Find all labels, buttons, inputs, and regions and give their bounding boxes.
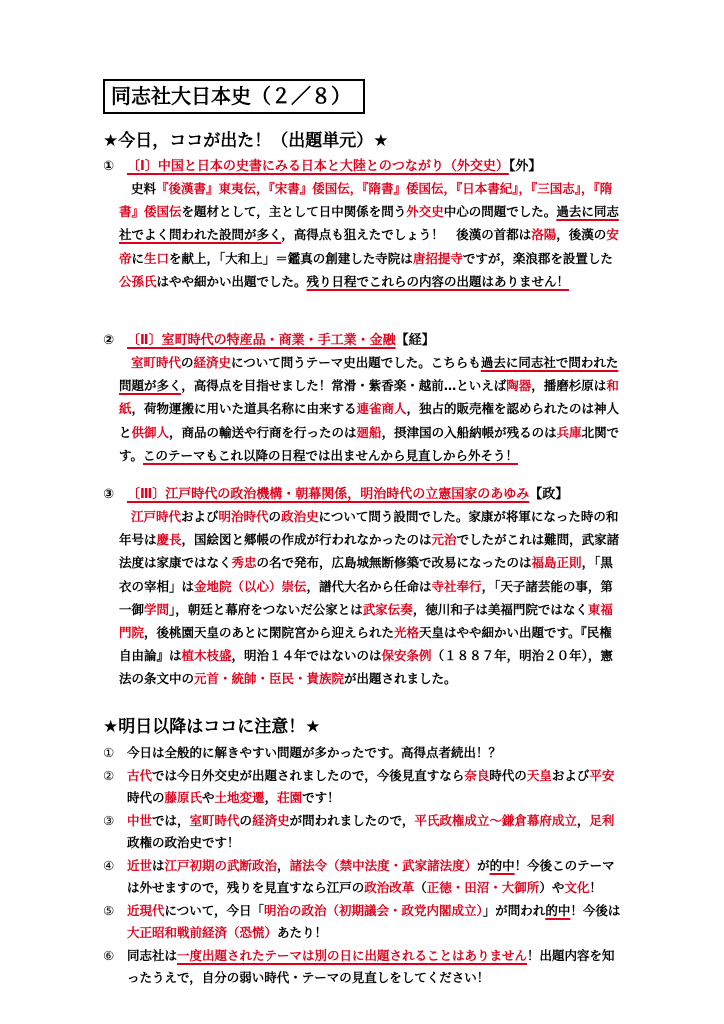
highlighted-term: 文化 bbox=[564, 880, 590, 895]
highlighted-term: 兵庫 bbox=[556, 424, 582, 440]
text-run: ！今後このテーマは外せますので，残りを見直すなら江戸の bbox=[127, 857, 615, 895]
text-run: ，播磨杉原は bbox=[531, 378, 607, 394]
text-run: は bbox=[152, 857, 165, 873]
highlighted-term: 室町時代 bbox=[189, 812, 240, 828]
highlighted-term: 中世 bbox=[127, 812, 153, 828]
highlighted-term: 『後漢書』東夷伝，『宋書』倭国伝，『隋書』倭国伝，『日本書紀』，『三国志』，『隋書』倭国伝 bbox=[119, 181, 613, 220]
highlighted-term: 経済史 bbox=[252, 812, 290, 828]
notes-list bbox=[103, 742, 623, 990]
text-run: について問うテーマ史出題でした。こちらも bbox=[231, 355, 481, 370]
highlighted-term: 外交史 bbox=[406, 204, 444, 220]
section-heading: ★今日，ココが出た！（出題単元）★ bbox=[103, 131, 389, 151]
note-text bbox=[127, 745, 501, 760]
text-run: が問われましたので， bbox=[289, 812, 415, 828]
highlighted-term: 江戸時代 bbox=[131, 509, 182, 524]
note-text bbox=[127, 768, 614, 806]
highlighted-term: 学問 bbox=[144, 601, 170, 617]
text-run: ，荷物運搬に用いた道具名称に由来する bbox=[131, 401, 357, 417]
text-run: ）や bbox=[539, 880, 565, 895]
highlighted-term: 奈良 bbox=[464, 767, 490, 783]
text-run: および bbox=[181, 509, 219, 524]
text-run: や bbox=[202, 790, 215, 805]
text-run: ， bbox=[576, 812, 590, 828]
underlined-phrase: 的中 bbox=[489, 857, 515, 873]
topic-1-tag: 【外】 bbox=[508, 159, 542, 174]
highlighted-term: 大正昭和戦前経済（恐慌） bbox=[127, 925, 278, 940]
text-run: 中心の問題でした。 bbox=[443, 204, 557, 220]
note-number: ① bbox=[103, 745, 115, 760]
text-run: 政権の政治史です！ bbox=[127, 835, 240, 850]
text-run: 」，朝廷と幕府をつないだ公家とは bbox=[169, 601, 363, 617]
text-run: に bbox=[131, 250, 145, 266]
highlighted-term: 東福門院 bbox=[119, 601, 613, 641]
highlighted-term: 政治改革 bbox=[364, 880, 415, 895]
topic-2 bbox=[103, 331, 623, 467]
text-run: ，「黒衣の宰相」は bbox=[119, 555, 613, 594]
text-run: ，明治１４年ではないのは bbox=[231, 648, 382, 664]
text-run: を題材として，主として日中関係を問う bbox=[181, 204, 407, 220]
text-run: 時代の bbox=[489, 767, 527, 783]
topic-3-body bbox=[119, 505, 623, 691]
highlighted-term: 明治の政治（初期議会・政党内閣成立） bbox=[264, 902, 483, 918]
topic-2-title: 〔Ⅱ〕室町時代の特産品・商業・手工業・金融 bbox=[127, 333, 396, 348]
text-run: ，摂津国の入船納帳が残るのは bbox=[381, 424, 557, 440]
topic-3-title: 〔Ⅲ〕江戸時代の政治機構・朝幕関係，明治時代の立憲国家のあゆみ bbox=[127, 487, 530, 502]
text-run: 時代の bbox=[127, 790, 165, 805]
text-run: あたり！ bbox=[277, 925, 328, 940]
note-number: ③ bbox=[103, 812, 115, 828]
text-run: 今日は全般的に解きやすい問題が多かったです。高得点者続出！？ bbox=[127, 745, 502, 760]
highlighted-term: 慶長 bbox=[156, 532, 182, 548]
text-run: ，独占的販売権を認められたのは神人と bbox=[119, 401, 620, 440]
highlighted-term: 連雀商人 bbox=[356, 401, 407, 417]
underlined-phrase: 過去に同志社で問われた問題が多く bbox=[119, 355, 619, 394]
highlighted-term: 公孫氏 bbox=[119, 273, 157, 289]
highlighted-term: 諸法令（禁中法度・武家諸法度） bbox=[289, 857, 478, 873]
highlighted-term: 元首・統帥・臣民・貴族院 bbox=[194, 671, 345, 687]
note-text bbox=[127, 813, 614, 851]
topic-1-head bbox=[103, 157, 623, 177]
text-run: ，後桃園天皇のあとに閑院宮から迎えられた bbox=[144, 625, 395, 641]
highlighted-term: 荘園 bbox=[277, 790, 303, 805]
note-item bbox=[103, 765, 623, 810]
highlighted-term: 室町時代 bbox=[131, 355, 182, 370]
highlighted-term: 武家伝奏 bbox=[362, 601, 413, 617]
topic-3-number: ③ bbox=[103, 487, 115, 502]
highlighted-term: 明治時代 bbox=[218, 509, 269, 524]
text-run: ですが，楽浪郡を設置した bbox=[462, 250, 613, 266]
note-item bbox=[103, 900, 623, 945]
text-run: の bbox=[239, 812, 253, 828]
note-text bbox=[127, 903, 620, 941]
highlighted-term: 平氏政権成立～鎌倉幕府成立 bbox=[414, 812, 577, 828]
text-run: 同志社は bbox=[127, 947, 178, 963]
highlighted-term: 藤原氏 bbox=[164, 790, 203, 805]
text-run: が bbox=[477, 857, 490, 873]
highlighted-term: 秀忠 bbox=[231, 555, 257, 571]
highlighted-term: 経済史 bbox=[193, 355, 232, 370]
underlined-phrase: このテーマもこれ以降の日程では出ませんから見直しから外そう！ bbox=[143, 447, 519, 463]
text-run: （ bbox=[414, 880, 427, 895]
text-run: ！出題内容を知ったうえで，自分の弱い時代・テーマの見直しをしてください！ bbox=[127, 947, 615, 985]
topic-2-head bbox=[103, 331, 623, 351]
text-run: 天皇はやや細かい出題です。『民権自由論』は bbox=[119, 625, 612, 664]
text-run: ！ bbox=[589, 880, 602, 895]
text-run: ， bbox=[277, 857, 290, 873]
text-run: ，「天子諸芸能の事，第一御 bbox=[119, 578, 613, 617]
note-number: ④ bbox=[103, 857, 115, 873]
text-run: でしたがこれは難問，武家諸法度は家康ではなく bbox=[119, 532, 620, 571]
highlighted-term: 福島正則 bbox=[531, 555, 582, 571]
highlighted-term: 江戸初期の武断政治 bbox=[164, 857, 278, 873]
underlined-phrase: 残り日程でこれらの内容の出題はありません！ bbox=[306, 273, 570, 289]
text-run: が出題されました。 bbox=[344, 671, 457, 687]
note-item bbox=[103, 810, 623, 855]
highlighted-term: 生口 bbox=[144, 250, 170, 266]
text-run: の bbox=[181, 355, 194, 370]
topic-3-tag: 【政】 bbox=[529, 487, 569, 502]
underlined-phrase: 的中 bbox=[545, 902, 571, 918]
topic-1-title: 〔Ⅰ〕中国と日本の史書にみる日本と大陸とのつながり（外交史） bbox=[127, 159, 509, 174]
highlighted-term: 安帝 bbox=[119, 227, 619, 266]
highlighted-term: 植木枝盛 bbox=[181, 648, 232, 664]
highlighted-term: 政治史 bbox=[281, 509, 319, 524]
note-item bbox=[103, 945, 623, 990]
highlighted-term: 保安条例 bbox=[381, 648, 432, 664]
text-run: ，商品の輸送や行商を行ったのは bbox=[169, 424, 357, 440]
highlighted-term: 唐招提寺 bbox=[412, 250, 463, 266]
highlighted-term: 供御人 bbox=[131, 424, 170, 440]
highlighted-term: 一度出題されたテーマは別の日に出題されることはありません bbox=[177, 947, 528, 963]
text-run: ，譜代大名から任命は bbox=[306, 578, 432, 594]
topic-2-tag: 【経】 bbox=[395, 333, 435, 348]
text-run: の bbox=[268, 509, 282, 524]
topic-1 bbox=[103, 157, 623, 293]
note-number: ② bbox=[103, 767, 115, 783]
highlighted-term: 近世 bbox=[127, 857, 153, 873]
text-run: ， bbox=[264, 790, 278, 805]
highlighted-term: 金地院（以心）崇伝 bbox=[194, 578, 307, 594]
text-run: （１８８７年，明治２０年），憲法の条文中の bbox=[119, 648, 613, 687]
underlined-phrase: 過去に同志社でよく問われた設問が多く bbox=[119, 204, 619, 243]
text-run: を献上，「大和上」＝鑑真の創建した寺院は bbox=[169, 250, 413, 266]
notes-heading: ★明日以降はココに注意！★ bbox=[103, 717, 321, 737]
text-run: および bbox=[551, 767, 590, 783]
highlighted-term: 平安 bbox=[589, 767, 615, 783]
topic-1-number: ① bbox=[103, 159, 115, 174]
page-title: 同志社大日本史（２／８） bbox=[103, 79, 365, 114]
text-run: ，高得点も狙えたでしょう！ 後漢の首都は bbox=[281, 227, 532, 243]
highlighted-term: 近現代 bbox=[127, 902, 165, 918]
text-run: ，徳川和子は美福門院ではなく bbox=[412, 601, 588, 617]
highlighted-term: 光格 bbox=[394, 625, 420, 641]
highlighted-term: 天皇 bbox=[526, 767, 552, 783]
text-run: 北関です。 bbox=[119, 424, 620, 463]
note-item bbox=[103, 855, 623, 900]
highlighted-term: 土地変遷 bbox=[214, 790, 265, 805]
topic-3 bbox=[103, 485, 623, 691]
text-run: では， bbox=[152, 812, 190, 828]
text-run: について，今日「 bbox=[164, 902, 265, 918]
topic-3-head bbox=[103, 485, 623, 505]
highlighted-term: 廻船 bbox=[356, 424, 382, 440]
highlighted-term: 陶器 bbox=[506, 378, 532, 394]
note-item bbox=[103, 742, 623, 765]
highlighted-term: 元治 bbox=[431, 532, 457, 548]
highlighted-term: 洛陽 bbox=[531, 227, 557, 243]
note-text bbox=[127, 858, 615, 896]
text-run: の名で発布，広島城無断修築で改易になったのは bbox=[256, 555, 532, 571]
highlighted-term: 足利 bbox=[589, 812, 615, 828]
topic-1-body bbox=[119, 177, 623, 293]
note-text bbox=[127, 948, 615, 986]
topic-2-number: ② bbox=[103, 333, 115, 348]
text-run: ！今後は bbox=[570, 902, 621, 918]
highlighted-term: 寺社奉行 bbox=[431, 578, 482, 594]
text-run: はやや細かい出題でした。 bbox=[156, 273, 307, 289]
topic-2-body bbox=[119, 351, 623, 467]
note-number: ⑥ bbox=[103, 947, 115, 963]
text-run: 」が問われ bbox=[482, 902, 546, 918]
text-run: では今日外交史が出題されましたので，今後見直すなら bbox=[152, 767, 465, 783]
text-run: 史料 bbox=[131, 181, 157, 196]
text-run: です！ bbox=[302, 790, 340, 805]
text-run: について問う設問でした。家康が将軍になった時の和年号は bbox=[119, 509, 619, 548]
text-run: ，高得点を目指せました！常滑・紫香楽・越前…といえば bbox=[181, 378, 507, 394]
note-number: ⑤ bbox=[103, 902, 115, 918]
text-run: ，国絵図と郷帳の作成が行われなかったのは bbox=[181, 532, 432, 548]
highlighted-term: 正徳・田沼・大御所 bbox=[426, 880, 540, 895]
highlighted-term: 和紙 bbox=[119, 378, 619, 417]
text-run: ，後漢の bbox=[556, 227, 607, 243]
highlighted-term: 古代 bbox=[127, 767, 153, 783]
